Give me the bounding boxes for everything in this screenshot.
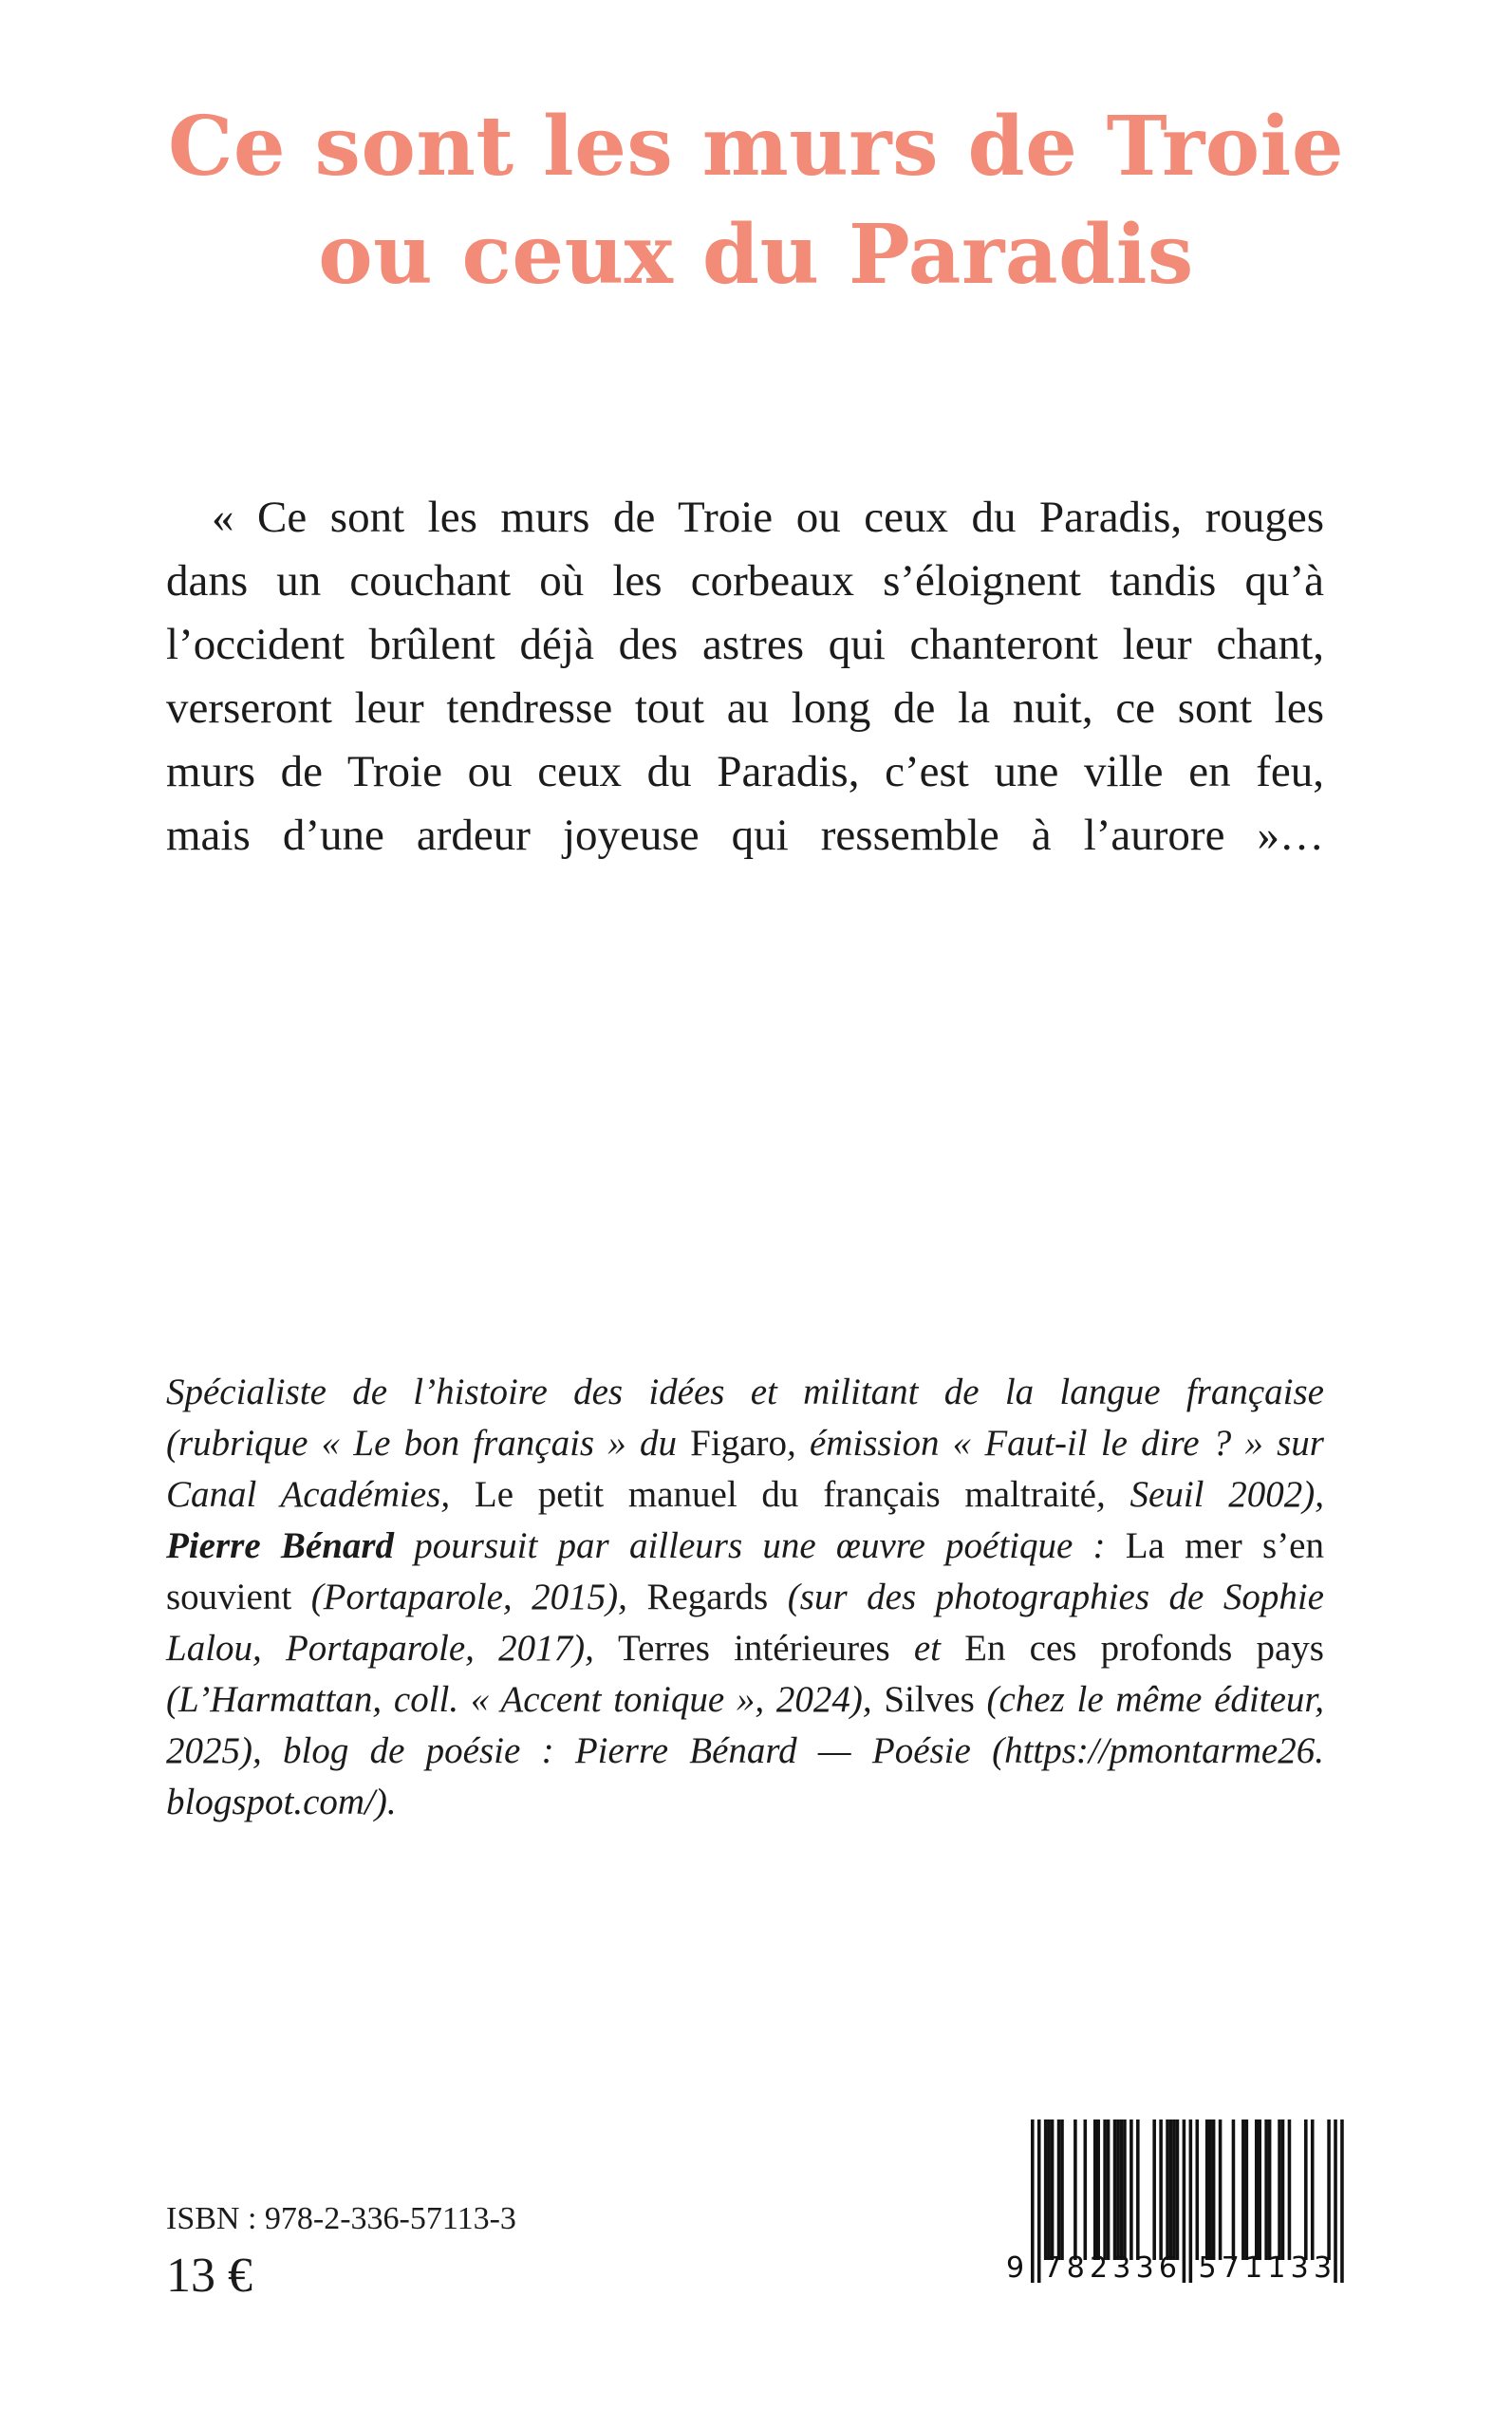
barcode-bar [1196, 2120, 1200, 2260]
bio-text: et [889, 1628, 965, 1669]
bio-text: (L’Harmattan, coll. « Accent tonique », 2024), [166, 1679, 885, 1720]
barcode-bar [1060, 2120, 1064, 2260]
barcode-bar [1129, 2120, 1133, 2260]
bio-text: Canal Académies, [166, 1474, 475, 1515]
barcode-bar [1107, 2120, 1111, 2260]
barcode-digit: 3 [1290, 2251, 1309, 2285]
book-title-line-1: Ce sont les murs de Troie [167, 99, 1345, 195]
isbn-number: ISBN : 978-2-336-57113-3 [166, 2201, 516, 2236]
barcode-digit: 3 [1313, 2251, 1333, 2285]
barcode-bar [1159, 2120, 1163, 2260]
author-name: Pierre Bénard [166, 1525, 395, 1566]
barcode-bar [1208, 2120, 1212, 2260]
bio-text: Spécialiste de l’histoire des idées et militant de la langue française [166, 1372, 1324, 1412]
barcode-bar [1268, 2120, 1272, 2260]
barcode-digit: 5 [1198, 2251, 1217, 2285]
barcode-bar [1176, 2120, 1180, 2260]
work-title: Regards [646, 1577, 769, 1617]
barcode-bar [1166, 2120, 1169, 2260]
barcode-bar [1278, 2120, 1281, 2260]
barcode-guard-bar [1334, 2120, 1337, 2283]
work-title: Figaro [690, 1423, 787, 1464]
barcode-bar [1288, 2120, 1292, 2260]
bio-text: Lalou, Portaparole, 2017), [166, 1628, 619, 1669]
bio-text: blogspot.com/). [166, 1782, 397, 1822]
barcode-guard-bar [1037, 2120, 1041, 2283]
barcode-bar [1311, 2120, 1315, 2260]
barcode-bar [1258, 2120, 1261, 2260]
work-title: Le petit manuel du français maltraité [474, 1474, 1096, 1515]
barcode-digit: 1 [1244, 2251, 1263, 2285]
bio-text: (Portaparole, 2015), [291, 1577, 647, 1617]
quote-line: mais d’une ardeur joyeuse qui ressemble à l’aurore »… [166, 811, 1324, 860]
bio-text: 2025), blog de poésie : Pierre Bénard — Poésie (https://pmontarme26. [166, 1730, 1324, 1771]
barcode-bar [1304, 2120, 1308, 2260]
author-biography [166, 1367, 1324, 1828]
barcode-digit: 3 [1135, 2251, 1154, 2285]
barcode-bar [1245, 2120, 1249, 2260]
book-title-line-2: ou ceux du Paradis [318, 207, 1194, 303]
barcode-bar [1232, 2120, 1236, 2260]
quote-line: « Ce sont les murs de Troie ou ceux du Paradis, rouges [212, 493, 1324, 542]
barcode-bar [1241, 2120, 1245, 2260]
barcode-bar [1073, 2120, 1077, 2260]
barcode-bar [1084, 2120, 1088, 2260]
work-title: Terres intérieures [618, 1628, 890, 1669]
barcode-digit: 6 [1158, 2251, 1177, 2285]
bio-line [166, 1623, 1324, 1674]
barcode-bar [1136, 2120, 1140, 2260]
barcode-bar [1057, 2120, 1061, 2260]
barcode-digit: 8 [1066, 2251, 1085, 2285]
bio-line [166, 1367, 1324, 1418]
bio-line [166, 1777, 1324, 1828]
quote-line: murs de Troie ou ceux du Paradis, c’est une ville en feu, [166, 747, 1324, 796]
barcode-bar [1212, 2120, 1216, 2260]
barcode-bar [1120, 2120, 1124, 2260]
barcode-bar [1327, 2120, 1331, 2260]
barcode-bar [1103, 2120, 1107, 2260]
barcode-bar [1113, 2120, 1117, 2260]
bio-line [166, 1469, 1324, 1521]
barcode-bar [1205, 2120, 1209, 2260]
ean13-barcode [997, 2112, 1357, 2292]
barcode-bar [1116, 2120, 1120, 2260]
bio-text: poursuit par ailleurs une œuvre poétique : [394, 1525, 1126, 1566]
work-title: souvient [166, 1577, 292, 1617]
barcode-bar [1219, 2120, 1223, 2260]
quote-line: verseront leur tendresse tout au long de la nuit, ce sont les [166, 683, 1324, 733]
barcode-digit: 7 [1221, 2251, 1240, 2285]
work-title: La mer s’en [1125, 1525, 1324, 1566]
bio-line [166, 1674, 1324, 1726]
barcode-guard-bar [1189, 2120, 1193, 2283]
barcode-bar [1044, 2120, 1048, 2260]
bio-text: , Seuil 2002), [1095, 1474, 1324, 1515]
barcode-digit: 9 [1006, 2251, 1025, 2285]
barcode-guard-bar [1031, 2120, 1035, 2283]
barcode-bar [1093, 2120, 1097, 2260]
bio-line [166, 1418, 1324, 1469]
barcode-digit: 1 [1267, 2251, 1286, 2285]
price: 13 € [166, 2249, 252, 2303]
barcode-digit: 3 [1112, 2251, 1131, 2285]
bio-line [166, 1572, 1324, 1623]
bio-text: , émission « Faut-il le dire ? » sur [787, 1423, 1324, 1464]
barcode-guard-bar [1340, 2120, 1344, 2283]
barcode-guard-bar [1183, 2120, 1186, 2283]
work-title: Silves [884, 1679, 975, 1720]
barcode-bar [1123, 2120, 1127, 2260]
bio-line [166, 1726, 1324, 1777]
bio-text: (rubrique « Le bon français » du [166, 1423, 691, 1464]
bio-text: (sur des photographies de Sophie [768, 1577, 1324, 1617]
bio-line [166, 1521, 1324, 1572]
barcode-bar [1152, 2120, 1156, 2260]
barcode-bar [1169, 2120, 1173, 2260]
back-cover-quote [166, 486, 1324, 868]
barcode-bar [1255, 2120, 1259, 2260]
barcode-bar [1096, 2120, 1100, 2260]
quote-line: dans un couchant où les corbeaux s’éloignent tandis qu’à [166, 556, 1324, 606]
barcode-digit: 7 [1043, 2251, 1062, 2285]
barcode-bar [1172, 2120, 1176, 2260]
barcode-bar [1281, 2120, 1285, 2260]
barcode-digit: 2 [1089, 2251, 1109, 2285]
work-title: En ces profonds pays [964, 1628, 1324, 1669]
barcode-bar [1047, 2120, 1051, 2260]
bio-text: (chez le même éditeur, [974, 1679, 1324, 1720]
barcode-bar [1264, 2120, 1268, 2260]
quote-line: l’occident brûlent déjà des astres qui chanteront leur chant, [166, 620, 1324, 669]
barcode-bar [1051, 2120, 1055, 2260]
